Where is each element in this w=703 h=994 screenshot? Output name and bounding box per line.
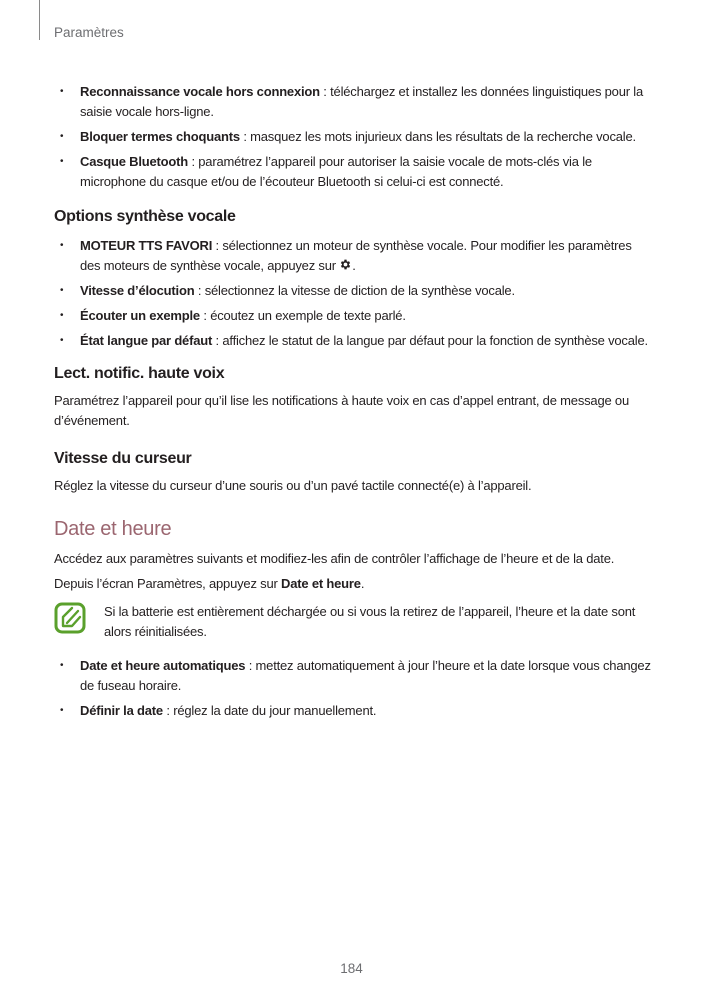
bullet-icon: •: [60, 156, 64, 167]
list-item: [54, 701, 654, 721]
bullet-icon: •: [60, 86, 64, 97]
voice-input-options-list: [54, 82, 654, 192]
list-item: [54, 82, 654, 122]
bullet-icon: •: [60, 705, 64, 716]
path-prefix: Depuis l’écran Paramètres, appuyez sur: [54, 576, 282, 591]
option-term: Reconnaissance vocale hors connexion: [80, 84, 320, 99]
list-item: [54, 236, 654, 276]
option-term: État langue par défaut: [80, 333, 213, 348]
date-time-options-list: [54, 656, 654, 721]
notification-reading-text: Paramétrez l’appareil pour qu’il lise les notifications à haute voix en cas d’appel entrant, de message ou d’événement.: [54, 393, 629, 428]
date-time-intro: Accédez aux paramètres suivants et modifiez-les afin de contrôler l’affichage de l’heure et de la date.: [54, 551, 615, 566]
bullet-icon: •: [60, 310, 64, 321]
option-description: : téléchargez et installez les données linguistiques pour la saisie vocale hors-ligne.: [80, 84, 644, 119]
option-description: : masquez les mots injurieux dans les résultats de la recherche vocale.: [239, 129, 636, 144]
page-header-title: Paramètres: [54, 25, 124, 40]
option-description: : sélectionnez la vitesse de diction de la synthèse vocale.: [194, 283, 515, 298]
notification-reading-heading: Lect. notific. haute voix: [54, 365, 225, 382]
list-item: [54, 127, 654, 147]
option-description: : paramétrez l’appareil pour autoriser la saisie vocale de mots-clés via le microphone du casque et/ou de l’écouteur Bluetooth si celui-ci est connecté.: [80, 154, 592, 189]
bullet-icon: •: [60, 240, 64, 251]
bullet-icon: •: [60, 131, 64, 142]
page-number: 184: [340, 961, 363, 976]
page-content: [54, 82, 654, 726]
path-suffix: .: [360, 576, 365, 591]
list-item: [54, 331, 654, 351]
option-description: : écoutez un exemple de texte parlé.: [199, 308, 406, 323]
option-term: Définir la date: [80, 703, 163, 718]
option-description: : réglez la date du jour manuellement.: [162, 703, 377, 718]
note-box: [54, 602, 654, 642]
tts-options-list: [54, 236, 654, 351]
cursor-speed-text: Réglez la vitesse du curseur d’une souris ou d’un pavé tactile connecté(e) à l’appareil.: [54, 478, 532, 493]
option-term: MOTEUR TTS FAVORI: [80, 238, 213, 253]
option-term: Écouter un exemple: [80, 308, 200, 323]
note-text: Si la batterie est entièrement déchargée ou si vous la retirez de l’appareil, l’heure et la date sont alors réinitialisées.: [104, 604, 636, 639]
bullet-icon: •: [60, 285, 64, 296]
option-description: : sélectionnez un moteur de synthèse vocale. Pour modifier les paramètres des moteurs de synthèse vocale, appuyez sur: [80, 238, 632, 273]
bullet-icon: •: [60, 660, 64, 671]
path-target: Date et heure: [281, 576, 361, 591]
cursor-speed-heading: Vitesse du curseur: [54, 450, 192, 467]
tts-options-heading: Options synthèse vocale: [54, 208, 236, 225]
option-term: Date et heure automatiques: [80, 658, 246, 673]
list-item: [54, 306, 654, 326]
list-item: [54, 281, 654, 301]
option-description-suffix: .: [352, 258, 356, 273]
date-time-section-title: Date et heure: [54, 518, 172, 540]
note-pencil-icon: [54, 602, 86, 634]
list-item: [54, 656, 654, 696]
date-time-navigation-path: [54, 574, 654, 594]
option-term: Vitesse d’élocution: [80, 283, 195, 298]
option-description: : mettez automatiquement à jour l’heure et la date lorsque vous changez de fuseau horaire.: [80, 658, 651, 693]
header-divider: [39, 0, 40, 40]
list-item: [54, 152, 654, 192]
bullet-icon: •: [60, 335, 64, 346]
option-description: : affichez le statut de la langue par défaut pour la fonction de synthèse vocale.: [212, 333, 648, 348]
option-term: Casque Bluetooth: [80, 154, 189, 169]
option-term: Bloquer termes choquants: [80, 129, 240, 144]
gear-icon: [339, 258, 352, 273]
